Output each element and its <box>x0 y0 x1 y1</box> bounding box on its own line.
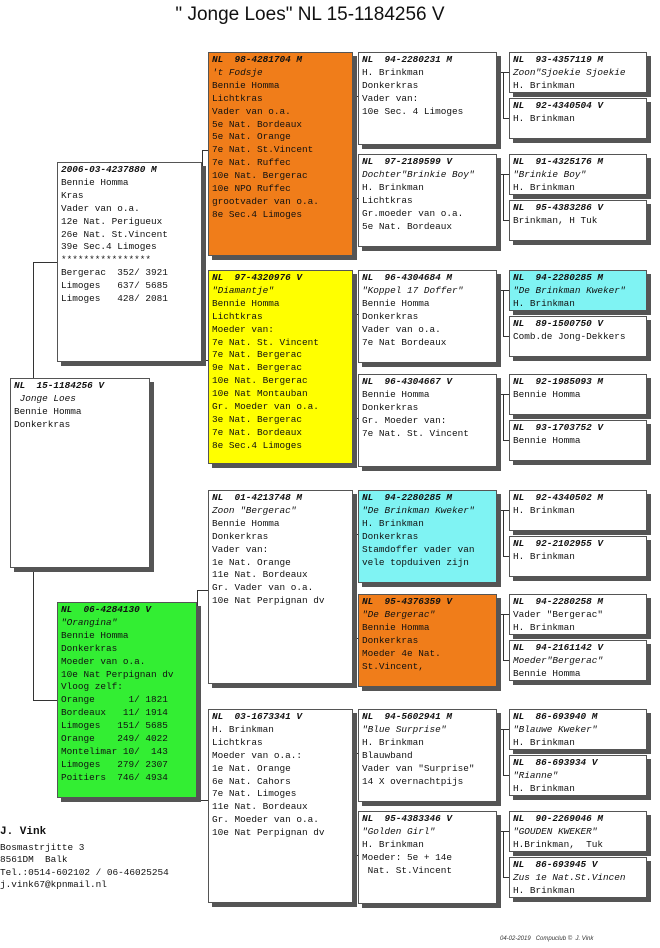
ring-number: NL 92-4340502 M <box>513 492 604 503</box>
pigeon-info-line: Poitiers 746/ 4934 <box>61 771 168 783</box>
pigeon-info-line: Bennie Homma <box>212 79 280 91</box>
ring-number: NL 92-4340504 V <box>513 100 604 111</box>
great-great-grandparent-card <box>509 154 647 195</box>
pigeon-info-line: Montelimar 10/ 143 <box>61 745 168 757</box>
great-great-grandparent-card <box>509 52 647 93</box>
connector-line <box>503 831 504 877</box>
connector-line <box>503 290 504 336</box>
pigeon-info-line: Bennie Homma <box>212 517 280 529</box>
pigeon-info-line: 1e Nat. Orange <box>212 762 291 774</box>
great-great-grandparent-card <box>509 857 647 898</box>
great-great-grandparent-card <box>509 316 647 357</box>
pigeon-info-line: H. Brinkman <box>513 736 575 748</box>
connector-line <box>353 753 354 855</box>
pigeon-info-line: Limoges 151/ 5685 <box>61 720 168 732</box>
pigeon-info-line: 10e NPO Ruffec <box>212 183 291 195</box>
ring-number: NL 95-4383286 V <box>513 202 604 213</box>
pigeon-info-line: St.Vincent, <box>362 660 424 672</box>
pigeon-info-line: Vader van o.a. <box>362 323 441 335</box>
ring-number: NL 97-4320976 V <box>212 272 303 283</box>
great-great-grandparent-card <box>509 420 647 461</box>
pigeon-info-line: H. Brinkman <box>513 621 575 633</box>
pigeon-info-line: 9e Nat. Bergerac <box>212 362 303 374</box>
sire-sire-card <box>208 52 353 256</box>
pigeon-info-line: "Koppel 17 Doffer" <box>362 284 464 296</box>
great-great-grandparent-card <box>509 755 647 796</box>
pigeon-info-line: Donkerkras <box>362 79 419 91</box>
pigeon-info-line: H. Brinkman <box>513 181 575 193</box>
pigeon-info-line: 7e Nat. Bordeaux <box>212 426 303 438</box>
page-title: " Jonge Loes" NL 15-1184256 V <box>175 4 445 25</box>
great-great-grandparent-card <box>509 640 647 681</box>
great-great-grandparent-card <box>509 536 647 577</box>
connector-line <box>33 262 34 378</box>
pigeon-info-line: Vader "Bergerac" <box>513 608 604 620</box>
great-great-grandparent-card <box>509 594 647 635</box>
pigeon-info-line: Limoges 428/ 2081 <box>61 293 168 305</box>
connector-line <box>197 590 208 591</box>
pigeon-info-line: 10e Sec. 4 Limoges <box>362 105 464 117</box>
pigeon-info-line: 11e Nat. Bordeaux <box>212 569 308 581</box>
pigeon-info-line: 't Fodsje <box>212 66 263 78</box>
pigeon-info-line: 5e Nat. Bordeaux <box>362 220 453 232</box>
pigeon-info-line: 10e Nat. Bergerac <box>212 170 308 182</box>
pigeon-info-line: H. Brinkman <box>513 504 575 516</box>
connector-line <box>33 568 34 700</box>
pigeon-info-line: 7e Nat. St. Vincent <box>362 427 469 439</box>
ring-number: NL 86-693940 M <box>513 711 598 722</box>
pigeon-info-line: 1e Nat. Orange <box>212 556 291 568</box>
pigeon-info-line: 5e Nat. Bordeaux <box>212 118 303 130</box>
connector-line <box>503 394 504 440</box>
footer-credit: 04-02-2019 Compuclub © J. Vink <box>500 936 594 942</box>
pigeon-info-line: Orange 249/ 4022 <box>61 733 168 745</box>
great-grandparent-card <box>358 52 497 145</box>
great-great-grandparent-card <box>509 709 647 750</box>
ring-number: NL 98-4281704 M <box>212 54 303 65</box>
pigeon-info-line: 10e Nat Montauban <box>212 388 308 400</box>
ring-number: NL 95-4376359 V <box>362 596 453 607</box>
pigeon-info-line: Zoon "Bergerac" <box>212 504 297 516</box>
pigeon-info-line: "Blue Surprise" <box>362 723 447 735</box>
pigeon-info-line: 26e Nat. St.Vincent <box>61 228 168 240</box>
owner-name: J. Vink <box>0 826 47 838</box>
connector-line <box>503 614 504 660</box>
pigeon-info-line: 11e Nat. Bordeaux <box>212 801 308 813</box>
pigeon-info-line: H.Brinkman, Tuk <box>513 838 604 850</box>
pigeon-info-line: Donkerkras <box>61 642 118 654</box>
ring-number: NL 94-2280258 M <box>513 596 604 607</box>
ring-number: NL 92-1985093 M <box>513 376 604 387</box>
pigeon-info-line: 6e Nat. Cahors <box>212 775 291 787</box>
pigeon-info-line: 10e Nat Perpignan dv <box>212 595 325 607</box>
pigeon-info-line: H. Brinkman <box>362 181 424 193</box>
pigeon-info-line: Donkerkras <box>362 401 419 413</box>
pigeon-info-line: 3e Nat. Bergerac <box>212 413 303 425</box>
connector-line <box>503 510 504 556</box>
pigeon-info-line: 10e Nat. Bergerac <box>212 375 308 387</box>
pigeon-info-line: H. Brinkman <box>362 66 424 78</box>
great-grandparent-card <box>358 374 497 467</box>
pigeon-info-line: "Golden Girl" <box>362 825 436 837</box>
pigeon-info-line: Donkerkras <box>362 310 419 322</box>
pigeon-info-line: Donkerkras <box>14 418 71 430</box>
ring-number: NL 90-2269046 M <box>513 813 604 824</box>
pigeon-info-line: Lichtkras <box>212 92 263 104</box>
ring-number: NL 93-4357119 M <box>513 54 604 65</box>
pigeon-info-line: Zoon"Sjoekie Sjoekie <box>513 66 626 78</box>
pigeon-info-line: Orange 1/ 1821 <box>61 694 168 706</box>
pigeon-info-line: Nat. St.Vincent <box>362 864 453 876</box>
owner-postcode-city: 8561DM Balk <box>0 854 68 866</box>
pigeon-info-line: 8e Sec.4 Limoges <box>212 208 303 220</box>
pigeon-info-line: Bennie Homma <box>362 621 430 633</box>
ring-number: NL 96-4304684 M <box>362 272 453 283</box>
pigeon-info-line: Zus 1e Nat.St.Vincen <box>513 871 626 883</box>
pigeon-info-line: H. Brinkman <box>513 79 575 91</box>
ring-number: NL 94-2280285 M <box>362 492 453 503</box>
great-great-grandparent-card <box>509 374 647 415</box>
pigeon-info-line: Gr. Moeder van o.a. <box>212 401 319 413</box>
pigeon-info-line: Comb.de Jong-Dekkers <box>513 330 626 342</box>
ring-number: NL 94-2280231 M <box>362 54 453 65</box>
owner-address: Bosmastrjitte 3 <box>0 841 85 853</box>
pigeon-info-line: "De Brinkman Kweker" <box>513 284 626 296</box>
connector-line <box>353 314 354 418</box>
ring-number: NL 86-693945 V <box>513 859 598 870</box>
ring-number: NL 86-693934 V <box>513 757 598 768</box>
owner-email: j.vink67@kpnmail.nl <box>0 879 107 891</box>
great-great-grandparent-card <box>509 200 647 241</box>
connector-line <box>503 72 504 118</box>
ring-number: NL 89-1500750 V <box>513 318 604 329</box>
pigeon-info-line: Bergerac 352/ 3921 <box>61 267 168 279</box>
pigeon-info-line: Moeder van o.a.: <box>212 749 303 761</box>
pigeon-info-line: Bennie Homma <box>61 629 129 641</box>
pigeon-info-line: 7e Nat. St. Vincent <box>212 336 319 348</box>
pigeon-info-line: 7e Nat. Bergerac <box>212 349 303 361</box>
pigeon-info-line: Brinkman, H Tuk <box>513 214 598 226</box>
ring-number: 2006-03-4237880 M <box>61 164 157 175</box>
great-grandparent-card <box>358 594 497 687</box>
pigeon-info-line: Donkerkras <box>362 634 419 646</box>
pigeon-info-line: "Orangina" <box>61 616 118 628</box>
pigeon-info-line: Bennie Homma <box>362 297 430 309</box>
great-great-grandparent-card <box>509 270 647 311</box>
pigeon-info-line: "De Bergerac" <box>362 608 436 620</box>
pigeon-info-line: Vader van o.a. <box>212 105 291 117</box>
pigeon-info-line: Moeder 4e Nat. <box>362 647 441 659</box>
pigeon-info-line: Moeder"Bergerac" <box>513 654 604 666</box>
great-grandparent-card <box>358 709 497 802</box>
ring-number: NL 94-2280285 M <box>513 272 604 283</box>
connector-line <box>503 174 504 220</box>
ring-number: NL 01-4213748 M <box>212 492 303 503</box>
ring-number: NL 03-1673341 V <box>212 711 303 722</box>
pigeon-info-line: 14 X overnachtpijs <box>362 775 464 787</box>
pigeon-info-line: Lichtkras <box>362 194 413 206</box>
dam-sire-card <box>208 490 353 684</box>
great-great-grandparent-card <box>509 490 647 531</box>
pigeon-info-line: Gr.moeder van o.a. <box>362 207 464 219</box>
great-great-grandparent-card <box>509 98 647 139</box>
pigeon-info-line: Jonge Loes <box>14 392 76 404</box>
ring-number: NL 92-2102955 V <box>513 538 604 549</box>
pigeon-info-line: "Brinkie Boy" <box>513 168 587 180</box>
pigeon-info-line: "Rianne" <box>513 769 559 781</box>
sire-card <box>57 162 202 362</box>
great-grandparent-card <box>358 270 497 363</box>
pigeon-info-line: H. Brinkman <box>362 838 424 850</box>
connector-line <box>197 590 198 800</box>
pigeon-info-line: Gr. Vader van o.a. <box>212 582 314 594</box>
pigeon-info-line: H. Brinkman <box>362 736 424 748</box>
pigeon-info-line: H. Brinkman <box>513 884 575 896</box>
pigeon-info-line: Bennie Homma <box>212 297 280 309</box>
pigeon-info-line: 7e Nat. Ruffec <box>212 157 291 169</box>
pigeon-info-line: Vloog zelf: <box>61 681 123 693</box>
pigeon-info-line: Vader van "Surprise" <box>362 762 475 774</box>
pigeon-info-line: Donkerkras <box>362 530 419 542</box>
pigeon-info-line: Bennie Homma <box>362 388 430 400</box>
pigeon-info-line: Vader van: <box>362 92 419 104</box>
pigeon-info-line: H. Brinkman <box>513 782 575 794</box>
great-grandparent-card <box>358 811 497 904</box>
dam-dam-card <box>208 709 353 903</box>
pigeon-info-line: Bennie Homma <box>61 176 129 188</box>
pigeon-info-line: Gr. Moeder van: <box>362 414 447 426</box>
pigeon-info-line: 12e Nat. Perigueux <box>61 215 163 227</box>
pigeon-info-line: Lichtkras <box>212 736 263 748</box>
pigeon-info-line: 10e Nat Perpignan dv <box>212 827 325 839</box>
great-great-grandparent-card <box>509 811 647 852</box>
pigeon-info-line: H. Brinkman <box>212 723 274 735</box>
owner-block <box>0 826 169 892</box>
ring-number: NL 95-4383346 V <box>362 813 453 824</box>
connector-line <box>202 150 203 360</box>
connector-line <box>33 262 57 263</box>
sire-dam-card <box>208 270 353 464</box>
pigeon-info-line: Moeder van o.a. <box>61 655 146 667</box>
pigeon-info-line: H. Brinkman <box>362 517 424 529</box>
pigeon-info-line: Blauwband <box>362 749 413 761</box>
owner-phone: Tel.:0514-602102 / 06-46025254 <box>0 866 169 878</box>
pigeon-info-line: H. Brinkman <box>513 550 575 562</box>
pigeon-info-line: 7e Nat. Limoges <box>212 788 297 800</box>
pigeon-info-line: Bennie Homma <box>513 388 581 400</box>
pigeon-info-line: Bennie Homma <box>14 405 82 417</box>
connector-line <box>353 534 354 638</box>
pigeon-info-line: 7e Nat Bordeaux <box>362 336 447 348</box>
pigeon-info-line: Donkerkras <box>212 530 269 542</box>
pigeon-info-line: vele topduiven zijn <box>362 556 469 568</box>
ring-number: NL 94-2161142 V <box>513 642 604 653</box>
pigeon-info-line: 10e Nat Perpignan dv <box>61 668 174 680</box>
pigeon-info-line: Dochter"Brinkie Boy" <box>362 168 475 180</box>
connector-line <box>197 800 208 801</box>
pigeon-info-line: Limoges 279/ 2307 <box>61 758 168 770</box>
great-grandparent-card <box>358 154 497 247</box>
ring-number: NL 97-2189599 V <box>362 156 453 167</box>
pigeon-info-line: 39e Sec.4 Limoges <box>61 241 157 253</box>
pigeon-info-line: grootvader van o.a. <box>212 195 319 207</box>
pigeon-info-line: Bennie Homma <box>513 434 581 446</box>
ring-number: NL 94-5602941 M <box>362 711 453 722</box>
pigeon-info-line: "GOUDEN KWEKER" <box>513 825 598 837</box>
pigeon-info-line: H. Brinkman <box>513 112 575 124</box>
pigeon-info-line: Kras <box>61 189 84 201</box>
connector-line <box>503 729 504 775</box>
great-grandparent-card <box>358 490 497 583</box>
pigeon-info-line: 8e Sec.4 Limoges <box>212 439 303 451</box>
pigeon-info-line: Gr. Moeder van o.a. <box>212 814 319 826</box>
pigeon-info-line: Lichtkras <box>212 310 263 322</box>
ring-number: NL 91-4325176 M <box>513 156 604 167</box>
pigeon-info-line: Limoges 637/ 5685 <box>61 280 168 292</box>
subject-pigeon-card <box>10 378 150 568</box>
pigeon-info-line: Bordeaux 11/ 1914 <box>61 707 168 719</box>
ring-number: NL 96-4304667 V <box>362 376 453 387</box>
ring-number: NL 93-1703752 V <box>513 422 604 433</box>
ring-number: NL 06-4284130 V <box>61 604 152 615</box>
pigeon-info-line: H. Brinkman <box>513 297 575 309</box>
connector-line <box>353 96 354 198</box>
pigeon-info-line: 5e Nat. Orange <box>212 131 291 143</box>
pigeon-info-line: Vader van o.a. <box>61 202 140 214</box>
pigeon-info-line: Vader van: <box>212 543 269 555</box>
pigeon-info-line: 7e Nat. St.Vincent <box>212 144 314 156</box>
pigeon-info-line: Moeder: 5e + 14e <box>362 851 453 863</box>
pigeon-info-line: "De Brinkman Kweker" <box>362 504 475 516</box>
pigeon-info-line: "Blauwe Kweker" <box>513 723 598 735</box>
pigeon-info-line: Stamdoffer vader van <box>362 543 475 555</box>
pigeon-info-line: Bennie Homma <box>513 667 581 679</box>
pigeon-info-line: Moeder van: <box>212 323 274 335</box>
connector-line <box>33 700 57 701</box>
ring-number: NL 15-1184256 V <box>14 380 105 391</box>
dam-card <box>57 602 197 798</box>
pigeon-info-line: "Diamantje" <box>212 284 274 296</box>
pigeon-info-line: **************** <box>61 254 152 266</box>
